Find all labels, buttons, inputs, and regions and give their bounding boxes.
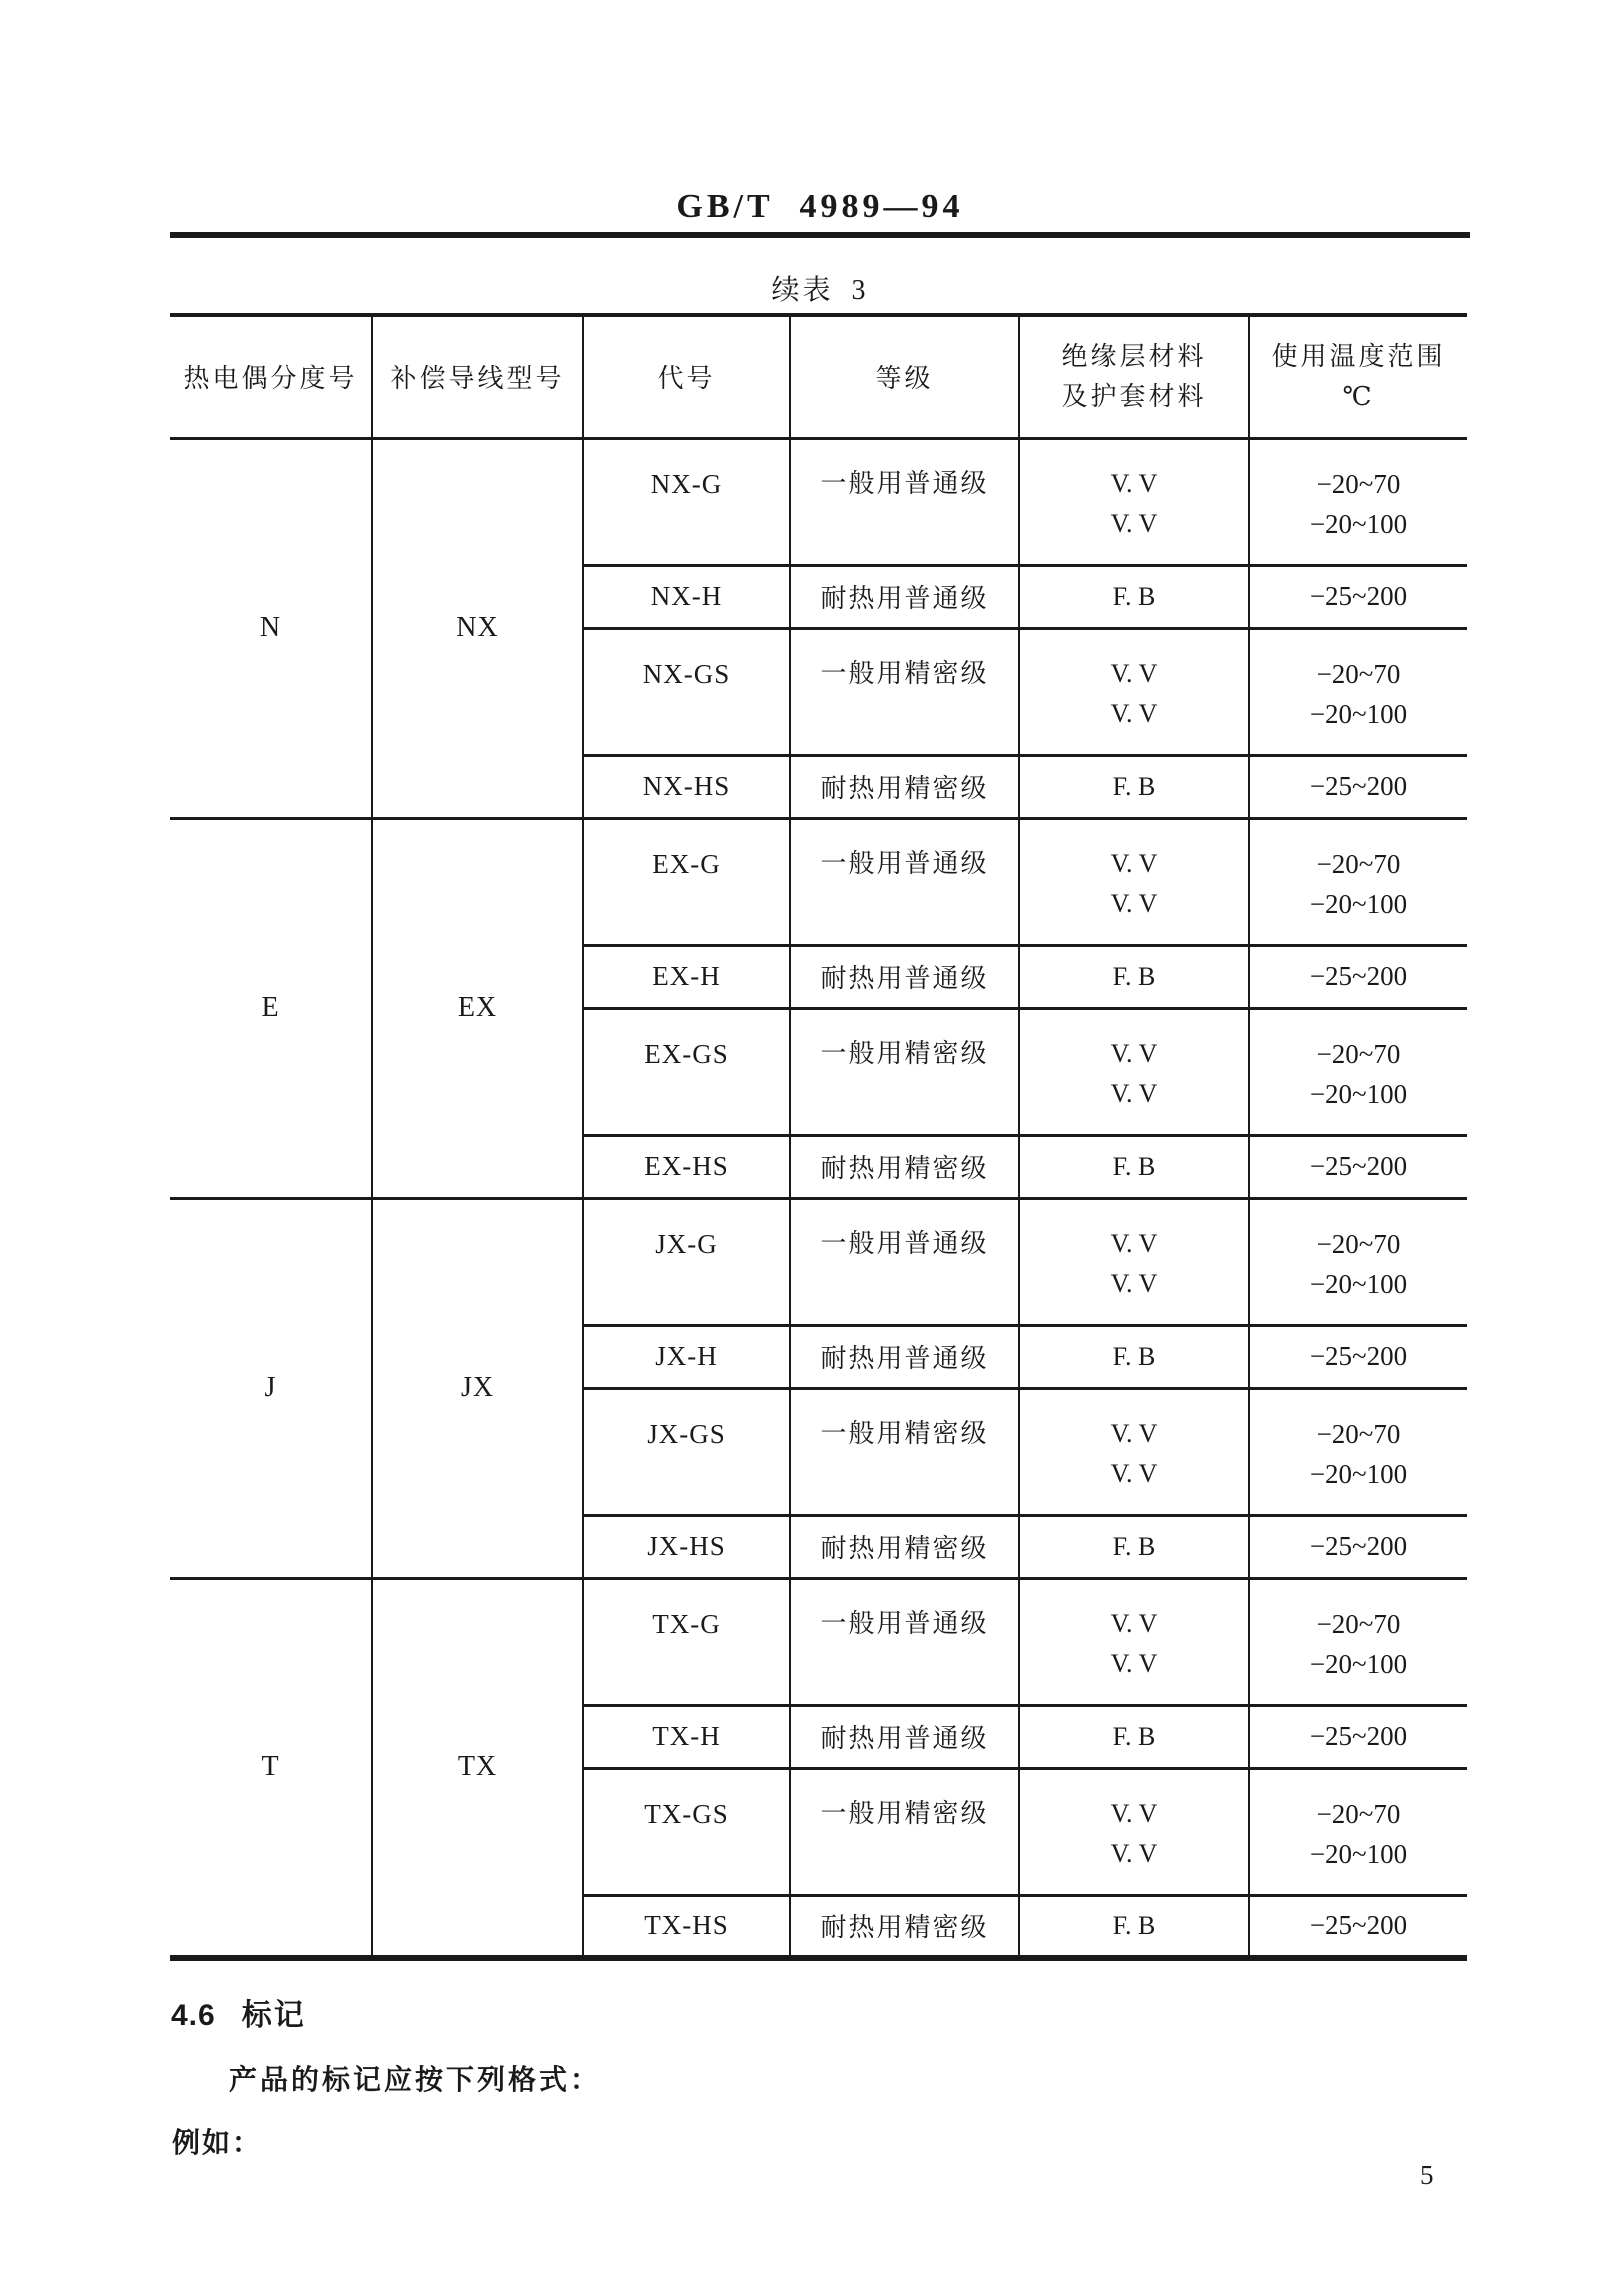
header-graduation: 热电偶分度号 <box>170 315 372 438</box>
code-cell: TX-G <box>583 1578 790 1705</box>
material-line: V. V <box>1110 1078 1158 1108</box>
temp-line: −20~70 <box>1316 1038 1401 1069</box>
code-cell: JX-HS <box>583 1515 790 1578</box>
temp-line: −20~100 <box>1309 888 1408 919</box>
material-line: V. V <box>1110 888 1158 918</box>
grade-cell: 一般用精密级 <box>790 1008 1019 1135</box>
header-grade: 等级 <box>790 315 1019 438</box>
temp-range-cell <box>1249 1008 1467 1135</box>
code-cell: JX-GS <box>583 1388 790 1515</box>
temp-range-cell: −25~200 <box>1249 945 1467 1008</box>
code-cell: EX-H <box>583 945 790 1008</box>
wire-model-cell: NX <box>372 438 583 818</box>
header-wire-model: 补偿导线型号 <box>372 315 583 438</box>
material-cell: F. B <box>1019 1135 1249 1198</box>
material-cell: F. B <box>1019 1895 1249 1958</box>
material-cell: F. B <box>1019 565 1249 628</box>
header-material-line1: 绝缘层材料 <box>1061 341 1207 371</box>
grade-cell: 一般用普通级 <box>790 1578 1019 1705</box>
material-line: V. V <box>1110 1268 1158 1298</box>
graduation-cell: N <box>170 438 372 818</box>
code-cell: TX-H <box>583 1705 790 1768</box>
code-cell: JX-H <box>583 1325 790 1388</box>
material-cell <box>1019 1008 1249 1135</box>
material-cell <box>1019 628 1249 755</box>
material-line: V. V <box>1110 1038 1158 1068</box>
material-line: V. V <box>1110 1798 1158 1828</box>
temp-line: −20~100 <box>1309 508 1408 539</box>
material-line: V. V <box>1110 1838 1158 1868</box>
material-line: V. V <box>1110 658 1158 688</box>
wire-model-cell: JX <box>372 1198 583 1578</box>
code-cell: NX-GS <box>583 628 790 755</box>
grade-cell: 耐热用精密级 <box>790 755 1019 818</box>
material-line: V. V <box>1110 1458 1158 1488</box>
example-label: 例如： <box>172 2127 263 2158</box>
material-line: V. V <box>1110 1608 1158 1638</box>
compensating-wire-spec-table <box>170 313 1467 1961</box>
material-cell <box>1019 438 1249 565</box>
material-cell <box>1019 1388 1249 1515</box>
material-line: V. V <box>1110 508 1158 538</box>
temp-range-cell <box>1249 1578 1467 1705</box>
temp-range-cell <box>1249 1388 1467 1515</box>
code-cell: JX-G <box>583 1198 790 1325</box>
temp-line: −20~70 <box>1316 468 1401 499</box>
temp-line: −20~70 <box>1316 658 1401 689</box>
section-number: 4.6 <box>171 1999 216 2032</box>
code-cell: TX-GS <box>583 1768 790 1895</box>
doc-number: GB/T 4989—94 <box>676 188 964 225</box>
header-material-line2: 及护套材料 <box>1061 381 1207 411</box>
temp-line: −20~100 <box>1309 1838 1408 1869</box>
temp-range-cell <box>1249 818 1467 945</box>
temp-range-cell: −25~200 <box>1249 1135 1467 1198</box>
temp-line: −20~70 <box>1316 1418 1401 1449</box>
material-line: V. V <box>1110 848 1158 878</box>
temp-range-cell <box>1249 1198 1467 1325</box>
temp-range-cell <box>1249 1768 1467 1895</box>
temp-range-cell: −25~200 <box>1249 1705 1467 1768</box>
grade-cell: 耐热用普通级 <box>790 1705 1019 1768</box>
table-row <box>170 818 1467 945</box>
grade-cell: 耐热用精密级 <box>790 1135 1019 1198</box>
wire-model-cell: TX <box>372 1578 583 1958</box>
material-line: V. V <box>1110 1228 1158 1258</box>
code-cell: NX-HS <box>583 755 790 818</box>
temp-line: −20~70 <box>1316 1608 1401 1639</box>
temp-line: −20~100 <box>1309 698 1408 729</box>
material-cell: F. B <box>1019 945 1249 1008</box>
code-cell: NX-G <box>583 438 790 565</box>
temp-range-cell <box>1249 438 1467 565</box>
table-row <box>170 1578 1467 1705</box>
material-cell <box>1019 1578 1249 1705</box>
graduation-cell: J <box>170 1198 372 1578</box>
section-title: 标记 <box>241 1999 306 2032</box>
material-line: V. V <box>1110 1648 1158 1678</box>
temp-range-cell: −25~200 <box>1249 1895 1467 1958</box>
material-cell: F. B <box>1019 1515 1249 1578</box>
grade-cell: 一般用精密级 <box>790 1388 1019 1515</box>
temp-line: −20~100 <box>1309 1078 1408 1109</box>
material-cell: F. B <box>1019 1705 1249 1768</box>
material-line: V. V <box>1110 1418 1158 1448</box>
grade-cell: 一般用精密级 <box>790 1768 1019 1895</box>
material-cell <box>1019 1198 1249 1325</box>
code-cell: TX-HS <box>583 1895 790 1958</box>
temp-range-cell: −25~200 <box>1249 1325 1467 1388</box>
table-row <box>170 438 1467 565</box>
material-line: V. V <box>1110 698 1158 728</box>
graduation-cell: E <box>170 818 372 1198</box>
temp-line: −20~100 <box>1309 1458 1408 1489</box>
material-cell: F. B <box>1019 755 1249 818</box>
grade-cell: 耐热用普通级 <box>790 1325 1019 1388</box>
grade-cell: 一般用普通级 <box>790 1198 1019 1325</box>
temp-line: −20~70 <box>1316 848 1401 879</box>
material-cell <box>1019 818 1249 945</box>
graduation-cell: T <box>170 1578 372 1958</box>
temp-line: −20~70 <box>1316 1228 1401 1259</box>
temp-range-cell <box>1249 628 1467 755</box>
temp-range-cell: −25~200 <box>1249 1515 1467 1578</box>
body-paragraph: 产品的标记应按下列格式： <box>229 2064 602 2095</box>
temp-line: −20~100 <box>1309 1648 1408 1679</box>
temp-line: −20~100 <box>1309 1268 1408 1299</box>
wire-model-cell: EX <box>372 818 583 1198</box>
grade-cell: 耐热用普通级 <box>790 565 1019 628</box>
temp-line: −20~70 <box>1316 1798 1401 1829</box>
code-cell: EX-G <box>583 818 790 945</box>
material-line: V. V <box>1110 468 1158 498</box>
grade-cell: 耐热用精密级 <box>790 1515 1019 1578</box>
material-cell <box>1019 1768 1249 1895</box>
material-cell: F. B <box>1019 1325 1249 1388</box>
table-row <box>170 1198 1467 1325</box>
grade-cell: 一般用普通级 <box>790 818 1019 945</box>
header-rule <box>170 232 1470 238</box>
grade-cell: 一般用普通级 <box>790 438 1019 565</box>
grade-cell: 一般用精密级 <box>790 628 1019 755</box>
section-heading <box>171 1990 306 2034</box>
code-cell: EX-HS <box>583 1135 790 1198</box>
temp-range-cell: −25~200 <box>1249 755 1467 818</box>
table-caption: 续表 3 <box>771 275 869 306</box>
code-cell: EX-GS <box>583 1008 790 1135</box>
grade-cell: 耐热用精密级 <box>790 1895 1019 1958</box>
temp-range-cell: −25~200 <box>1249 565 1467 628</box>
code-cell: NX-H <box>583 565 790 628</box>
grade-cell: 耐热用普通级 <box>790 945 1019 1008</box>
page-number: 5 <box>1420 2160 1434 2190</box>
header-material <box>1019 315 1249 438</box>
table-header-row <box>170 315 1467 438</box>
header-temp-range <box>1249 315 1467 438</box>
header-temp-unit: ℃ <box>1342 381 1375 411</box>
header-temp-line1: 使用温度范围 <box>1271 341 1446 371</box>
header-code: 代号 <box>583 315 790 438</box>
